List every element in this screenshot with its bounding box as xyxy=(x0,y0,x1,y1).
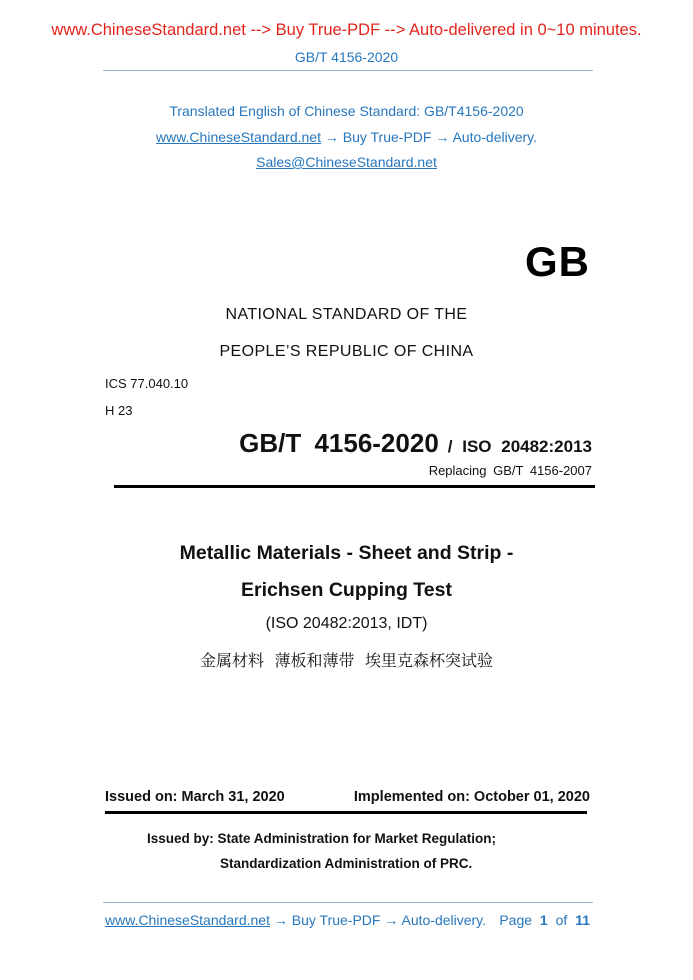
dates-divider xyxy=(105,811,587,814)
standard-code-iso: / ISO 20482:2013 xyxy=(447,437,592,456)
implemented-date: Implemented on: October 01, 2020 xyxy=(353,789,590,805)
page-indicator xyxy=(495,912,590,928)
doc-number: GB/T 4156-2020 xyxy=(294,49,399,65)
issuer-line-1: Issued by: State Administration for Market Regulation; xyxy=(147,831,497,846)
sales-email-link[interactable]: Sales@ChineseStandard.net xyxy=(256,154,437,170)
idt-note: (ISO 20482:2013, IDT) xyxy=(265,615,428,632)
page-of: of xyxy=(555,912,568,928)
footer-link-line xyxy=(105,912,486,928)
issued-date: Issued on: March 31, 2020 xyxy=(105,789,285,805)
standard-code-line xyxy=(239,428,592,459)
footer-link-rest: → Buy True-PDF → Auto-delivery. xyxy=(270,912,487,928)
national-standard-line-2: PEOPLE’S REPUBLIC OF CHINA xyxy=(219,343,474,360)
issuer-line-2: Standardization Administration of PRC. xyxy=(220,856,473,871)
class-code: H 23 xyxy=(105,403,133,418)
sales-email-line xyxy=(0,154,693,170)
chinese-title: 金属材料 薄板和薄带 埃里克森杯突试验 xyxy=(200,653,493,670)
replacing-note: Replacing GB/T 4156-2007 xyxy=(428,463,592,478)
gb-logo: GB xyxy=(525,238,590,285)
footer-divider xyxy=(103,902,593,903)
national-standard-line-1: NATIONAL STANDARD OF THE xyxy=(225,306,468,323)
chinesestandard-link[interactable]: www.ChineseStandard.net xyxy=(155,129,321,145)
footer-row xyxy=(105,912,590,928)
title-line-2: Erichsen Cupping Test xyxy=(241,579,452,601)
header-link-rest: → Buy True-PDF → Auto-delivery. xyxy=(320,129,538,145)
header-link-line xyxy=(0,129,693,145)
ics-code: ICS 77.040.10 xyxy=(105,376,189,391)
footer-chinesestandard-link[interactable]: www.ChineseStandard.net xyxy=(105,912,270,928)
dates-row xyxy=(105,789,590,805)
page-current: 1 xyxy=(539,912,548,928)
translated-standard-line: Translated English of Chinese Standard: GB/T4156-2020 xyxy=(169,103,524,119)
standard-code-main: GB/T 4156-2020 xyxy=(239,428,439,458)
header-divider xyxy=(103,70,593,71)
title-line-1: Metallic Materials - Sheet and Strip - xyxy=(179,542,514,564)
top-banner-text: www.ChineseStandard.net --> Buy True-PDF --> Auto-delivered in 0~10 minutes. xyxy=(51,21,642,39)
title-divider xyxy=(114,485,595,488)
page-total: 11 xyxy=(575,912,590,928)
page-label: Page xyxy=(499,912,533,928)
